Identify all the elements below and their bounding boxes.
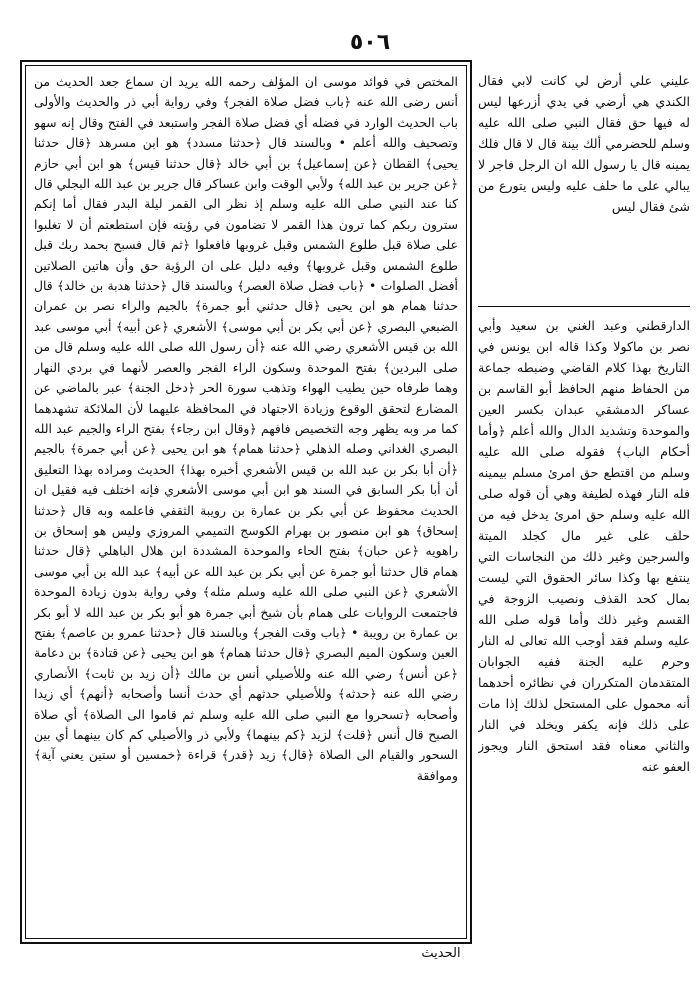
page-number: ٥٠٦ bbox=[349, 30, 391, 55]
footer-catchword: الحديث bbox=[421, 946, 461, 961]
margin-divider bbox=[478, 306, 690, 307]
margin-commentary-bottom: الدارقطني وعبد الغني بن سعيد وأبي نصر بن ماكولا وكذا قاله ابن يونس في التاريخ بهذا كلام القاضي وضبطه جماعة من الحفاظ منهم الحافظ أبو القاسم بن عساكر الدمشقي عبدان بكسر العين والموحدة وتشديد الدال والله أعلم ﴿وأما أحكام الباب﴾ فقوله صلى الله عليه وسلم من اقتطع حق امرئ مسلم بيمينه فله النار فهذه لطيفة وهي أن قوله صلى الله عليه وسلم حق امرئ يدخل فيه من حلف على غير مال كجلد الميتة والسرجين وغير ذلك من النجاسات التي ينتفع بها وكذا سائر الحقوق التي ليست بمال كحد القذف ونصيب الزوجة في القسم وغير ذلك وأما قوله صلى الله عليه وسلم فقد أوجب الله تعالى له النار وحرم عليه الجنة ففيه الجوابان المتقدمان المتكرران في نظائره أحدهما أنه محمول على المستحل لذلك إذا مات على ذلك فإنه يكفر ويخلد في النار والثاني معناه فقد استحق النار ويجوز العفو عنه bbox=[478, 318, 690, 774]
margin-commentary-top: عليني علي أرض لي كانت لابي فقال الكندي هي أرضي في يدي أزرعها ليس له فيها حق فقال النبي صلى الله عليه وسلم للحضرمي ألك بينة قال لا قال فلك يمينه قال يا رسول الله ان الرجل فاجر لا يبالي على ما حلف عليه وليس يتورع من شئ فقال ليس bbox=[478, 73, 690, 214]
main-text-body: المختص في فوائد موسى ان المؤلف رحمه الله يريد ان سماع جعد الحديث من أنس رضى الله عنه ﴿باب فضل صلاة الفجر﴾ وفي رواية أبي ذر والحديث والأولى باب الحديث الوارد في فضله أي فضل صلاة الفجر واستبعد في الفتح وقال إنه سهو وتصحيف والله أعلم • وبالسند قال ﴿حدثنا مسدد﴾ هو ابن مسرهد ﴿قال حدثنا يحيى﴾ القطان ﴿عن إسماعيل﴾ بن أبي خالد ﴿قال حدثنا قيس﴾ هو ابن أبي حازم ﴿عن جرير بن عبد الله﴾ ولأبي الوقت وابن عساكر قال جرير بن عبد الله البجلي قال كنا عند النبي صلى الله عليه وسلم إذ نظر الى القمر ليلة البدر فقال أما إنكم سترون ربكم كما ترون هذا القمر لا تضامون في رؤيته فإن استطعتم أن لا تغلبوا على صلاة قبل طلوع الشمس وقبل غروبها فافعلوا ﴿ثم قال فسبح بحمد ربك قبل طلوع الشمس وقبل غروبها﴾ وفيه دليل على ان الرؤية حق وأن هاتين الصلاتين أفضل الصلوات • ﴿باب فضل صلاة العصر﴾ وبالسند قال ﴿حدثنا هدبة بن خالد﴾ قال حدثنا همام هو ابن يحيى ﴿قال حدثني أبو جمرة﴾ بالجيم والراء نصر بن عمران الضبعي البصري ﴿عن أبي بكر بن أبي موسى﴾ الأشعري ﴿عن أبيه﴾ أبي موسى عبد الله بن قيس الأشعري رضي الله عنه ﴿أن رسول الله صلى الله عليه وسلم قال من صلى البردين﴾ بفتح الموحدة وسكون الراء الفجر والعصر لأنهما في بردي النهار وهما طرفاه حين يطيب الهواء وتذهب سورة الحر ﴿دخل الجنة﴾ عبر بالماضي عن المضارع لتحقق الوقوع وزيادة الاجتهاد في المحافظة عليهما لأن الملائكة تشهدهما كما مر وبه يظهر وجه التخصيص فافهم ﴿وقال ابن رجاء﴾ بفتح الراء والجيم عبد الله البصري الغداني وصله الذهلي ﴿حدثنا همام﴾ هو ابن يحيى ﴿عن أبي جمرة﴾ بالجيم ﴿أن أبا بكر بن عبد الله بن قيس الأشعري أخبره بهذا﴾ الحديث ومراده بهذا التعليق أن أبا بكر السابق في السند هو ابن أبي موسى الأشعري فإنه اختلف فيه فقيل ان الحديث محفوظ عن أبي بكر بن عمارة بن رويبة الثقفي فاعلمه وبه قال ﴿حدثنا إسحاق﴾ هو ابن منصور بن بهرام الكوسج التميمي المروزي وليس هو إسحاق بن راهويه ﴿عن حبان﴾ بفتح الحاء والموحدة المشددة ابن هلال الباهلي ﴿قال حدثنا همام قال حدثنا أبو جمرة عن أبي بكر بن عبد الله عن أبيه﴾ عبد الله بن أبي موسى الأشعري ﴿عن النبي صلى الله عليه وسلم مثله﴾ وفي رواية بدون زيادة الموحدة فاجتمعت الروايات على همام بأن شيخ أبي جمرة هو أبو بكر بن عبد الله لا أبو بكر بن عمارة بن رويبة • ﴿باب وقت الفجر﴾ وبالسند قال ﴿حدثنا عمرو بن عاصم﴾ بفتح العين وسكون الميم البصري ﴿قال حدثنا همام﴾ هو ابن يحيى ﴿عن قتادة﴾ بن دعامة ﴿عن أنس﴾ رضي الله عنه وللأصيلي أنس بن مالك ﴿أن زيد بن ثابت﴾ الأنصاري رضي الله عنه ﴿حدثه﴾ وللأصيلي حدثهم أي حدث أنسا وأصحابه ﴿أنهم﴾ أي زيدا وأصحابه ﴿تسحروا مع النبي صلى الله عليه وسلم ثم قاموا الى الصلاة﴾ أي صلاة الصبح قال أنس ﴿قلت﴾ لزيد ﴿كم بينهما﴾ ولأبي ذر والأصيلي كم كان بينهما أي بين السحور والقيام الى الصلاة ﴿قال﴾ زيد ﴿قدر﴾ قراءة ﴿خمسين أو ستين يعني آية﴾ وموافقة bbox=[34, 74, 458, 783]
margin-commentary bbox=[478, 70, 690, 890]
main-text-frame bbox=[20, 60, 472, 944]
